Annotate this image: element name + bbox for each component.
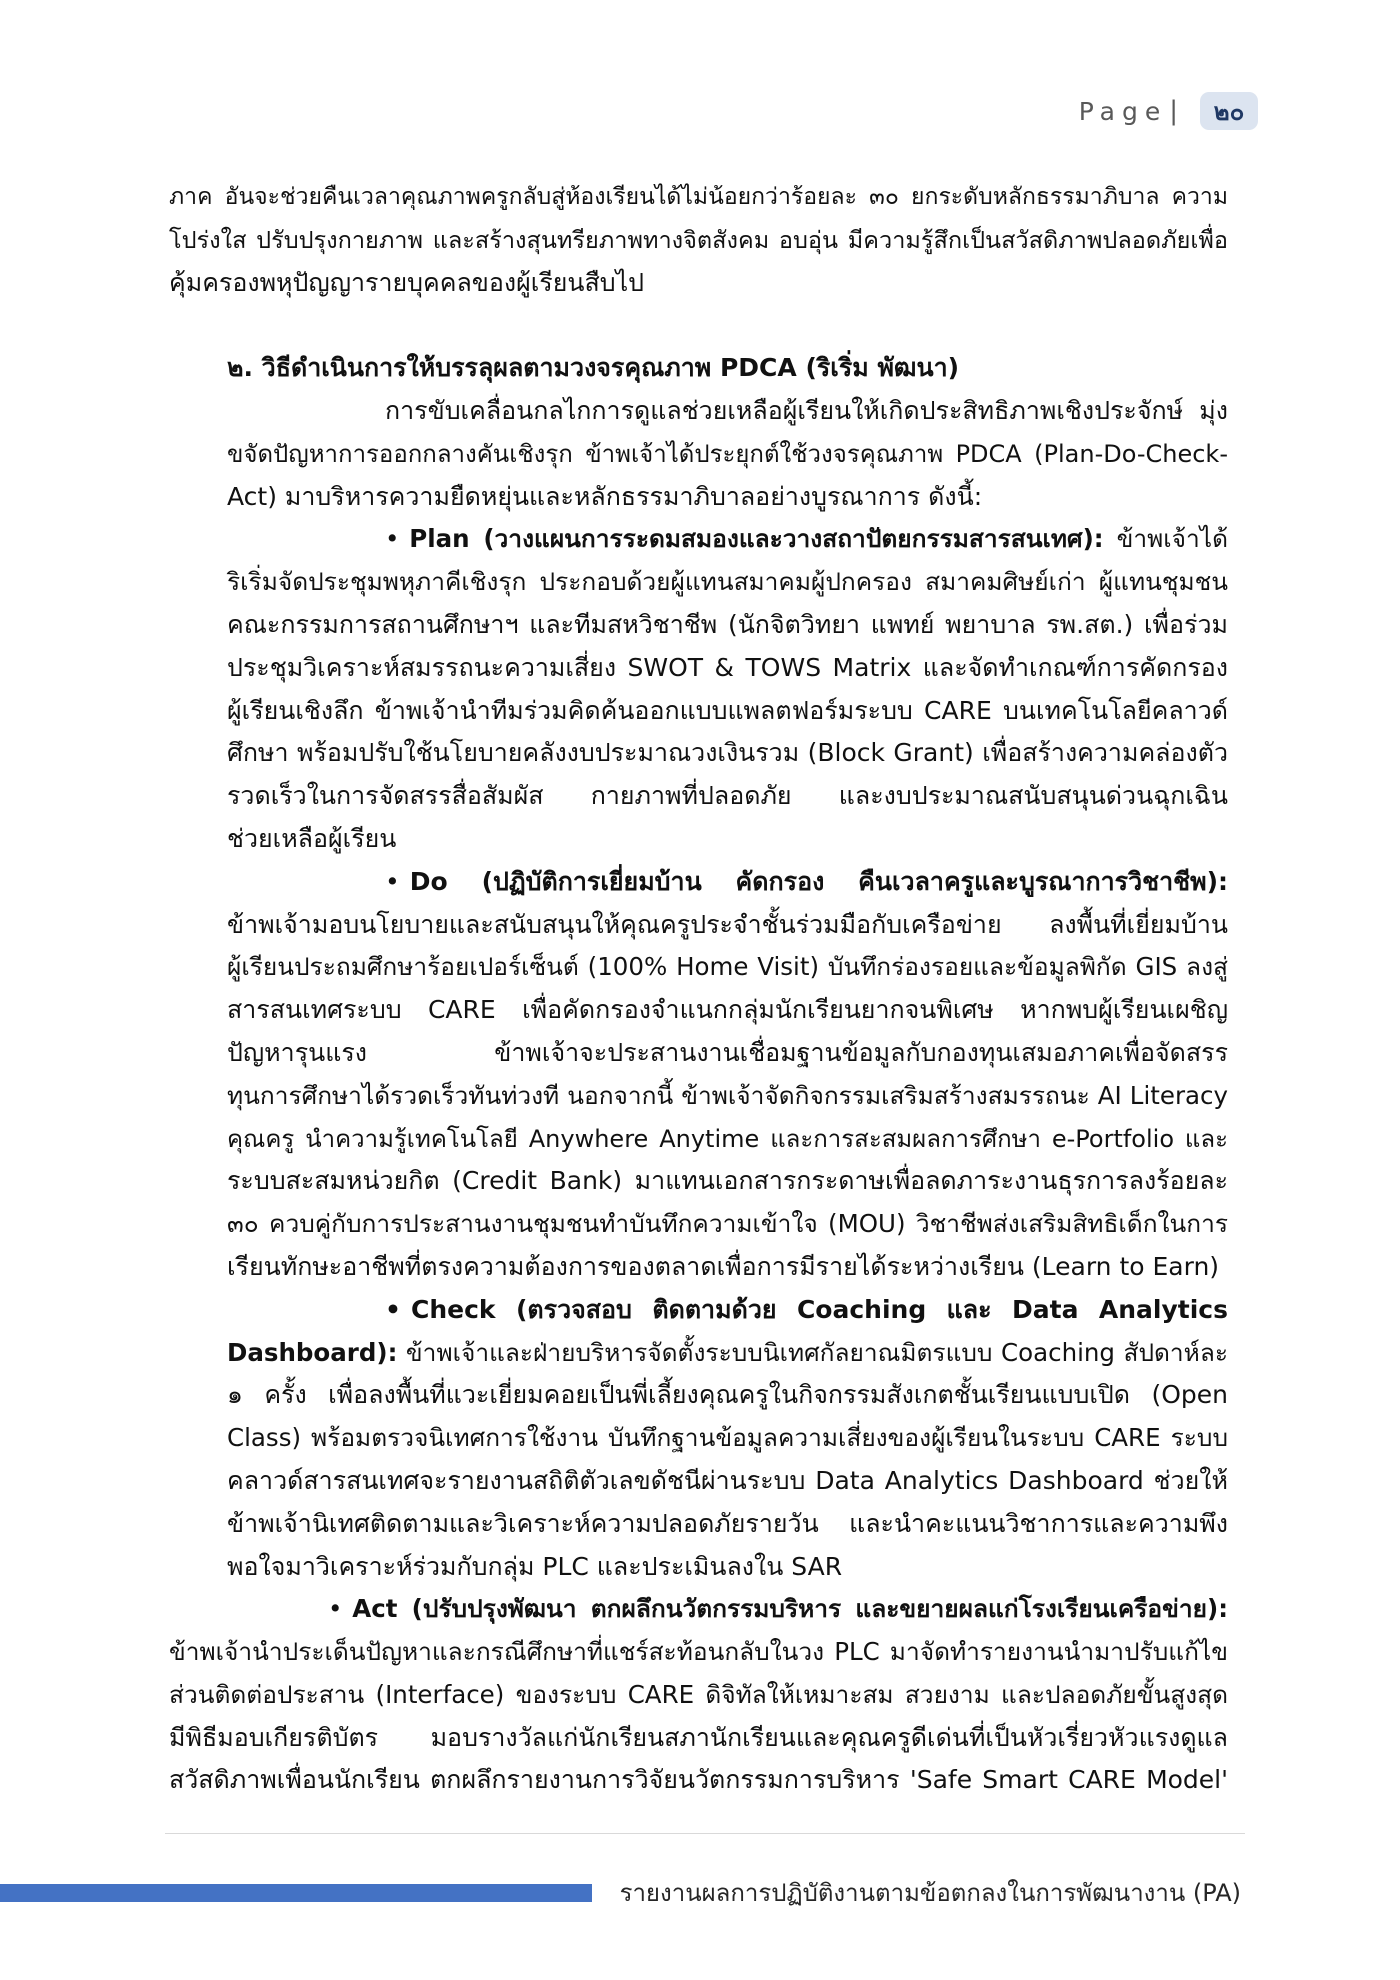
lead-line: ขจัดปัญหาการออกกลางคันเชิงรุก ข้าพเจ้าได้ประยุกต์ใช้วงจรคุณภาพ PDCA (Plan-Do-Check- — [227, 439, 1228, 468]
page-number: ๒๐ — [1213, 97, 1245, 126]
footer-divider — [165, 1833, 1245, 1834]
act-first-line — [169, 1588, 1228, 1631]
do-line: ปัญหารุนแรง ข้าพเจ้าจะประสานงานเชื่อมฐานข้อมูลกับกองทุนเสมอภาคเพื่อจัดสรร — [227, 1037, 1228, 1067]
do-line: สารสนเทศระบบ CARE เพื่อคัดกรองจำแนกกลุ่มนักเรียนยากจนพิเศษ หากพบผู้เรียนเผชิญ — [227, 995, 1228, 1025]
footer-accent-bar — [0, 1884, 592, 1902]
plan-line: ริเริ่มจัดประชุมพหุภาคีเชิงรุก ประกอบด้วยผู้แทนสมาคมผู้ปกครอง สมาคมศิษย์เก่า ผู้แทนชุมชน — [227, 567, 1228, 597]
plan-line: รวดเร็วในการจัดสรรสื่อสัมผัส กายภาพที่ปลอดภัย และงบประมาณสนับสนุนด่วนฉุกเฉิน — [227, 781, 1228, 811]
plan-line: คณะกรรมการสถานศึกษาฯ และทีมสหวิชาชีพ (นักจิตวิทยา แพทย์ พยาบาล รพ.สต.) เพื่อร่วม — [227, 609, 1228, 639]
check-line: ข้าพเจ้านิเทศติดตามและวิเคราะห์ความปลอดภัยรายวัน และนำคะแนนวิชาการและความพึง — [227, 1508, 1228, 1538]
check-line: ๑ ครั้ง เพื่อลงพื้นที่แวะเยี่ยมคอยเป็นพี่เลี้ยงคุณครูในกิจกรรมสังเกตชั้นเรียนแบบเปิด (Open — [227, 1380, 1228, 1410]
do-line: ทุนการศึกษาได้รวดเร็วทันท่วงที นอกจากนี้ ข้าพเจ้าจัดกิจกรรมเสริมสร้างสมรรถนะ AI Literacy — [227, 1080, 1228, 1110]
check-second-text: ข้าพเจ้าและฝ่ายบริหารจัดตั้งระบบนิเทศกัลยาณมิตรแบบ Coaching สัปดาห์ละ — [397, 1337, 1228, 1367]
paragraph-gap — [169, 304, 1228, 347]
footer-report-title: รายงานผลการปฏิบัติงานตามข้อตกลงในการพัฒนางาน (PA) — [619, 1879, 1241, 1907]
act-line: ข้าพเจ้านำประเด็นปัญหาและกรณีศึกษาที่แชร์สะท้อนกลับในวง PLC มาจัดทำรายงานนำมาปรับแก้ไข — [169, 1637, 1228, 1667]
plan-line: ผู้เรียนเชิงลึก ข้าพเจ้านำทีมร่วมคิดค้นออกแบบแพลตฟอร์มระบบ CARE บนเทคโนโลยีคลาวด์ — [227, 695, 1228, 725]
bullet-marker: • — [385, 1294, 401, 1324]
plan-line: ช่วยเหลือผู้เรียน — [227, 823, 397, 853]
bullet-marker: • — [385, 524, 400, 554]
plan-line: ศึกษา พร้อมปรับใช้นโยบายคลังงบประมาณวงเงินรวม (Block Grant) เพื่อสร้างความคล่องตัว — [227, 738, 1228, 768]
section-heading: ๒. วิธีดำเนินการให้บรรลุผลตามวงจรคุณภาพ PDCA (ริเริ่ม พัฒนา) — [227, 353, 960, 383]
do-label: Do (ปฏิบัติการเยี่ยมบ้าน คัดกรอง คืนเวลาครูและบูรณาการวิชาชีพ): — [409, 866, 1228, 896]
act-line: มีพิธีมอบเกียรติบัตร มอบรางวัลแก่นักเรียนสภานักเรียนและคุณครูดีเด่นที่เป็นหัวเรี่ยวหัวแรงดูแล — [169, 1722, 1228, 1752]
intro-line: คุ้มครองพหุปัญญารายบุคคลของผู้เรียนสืบไป — [169, 267, 645, 297]
lead-line: Act) มาบริหารความยืดหยุ่นและหลักธรรมาภิบาลอย่างบูรณาการ ดังนี้: — [227, 481, 983, 511]
body-text — [169, 176, 1228, 1802]
bullet-marker: • — [328, 1594, 343, 1624]
do-line: คุณครู นำความรู้เทคโนโลยี Anywhere Anytime และการสะสมผลการศึกษา e-Portfolio และ — [227, 1124, 1228, 1153]
page-number-badge — [1200, 92, 1258, 130]
check-label-end: Dashboard): — [227, 1337, 398, 1367]
act-line: ส่วนติดต่อประสาน (Interface) ของระบบ CARE ดิจิทัลให้เหมาะสม สวยงาม และปลอดภัยขั้นสูงสุด — [169, 1679, 1228, 1709]
intro-line: โปร่งใส ปรับปรุงกายภาพ และสร้างสุนทรียภาพทางจิตสังคม อบอุ่น มีความรู้สึกเป็นสวัสดิภาพปลอดภัยเพื่อ — [169, 225, 1228, 254]
do-line: เรียนทักษะอาชีพที่ตรงความต้องการของตลาดเพื่อการมีรายได้ระหว่างเรียน (Learn to Earn) — [227, 1251, 1220, 1281]
do-line: ผู้เรียนประถมศึกษาร้อยเปอร์เซ็นต์ (100% Home Visit) บันทึกร่องรอยและข้อมูลพิกัด GIS ลงสู่ — [227, 952, 1228, 982]
check-line: Class) พร้อมตรวจนิเทศการใช้งาน บันทึกฐานข้อมูลความเสี่ยงของผู้เรียนในระบบ CARE ระบบ — [227, 1423, 1228, 1453]
page-separator: | — [1169, 96, 1178, 126]
check-line: พอใจมาวิเคราะห์ร่วมกับกลุ่ม PLC และประเมินลงใน SAR — [227, 1551, 843, 1581]
plan-first-line — [169, 518, 1228, 561]
check-label: Check (ตรวจสอบ ติดตามด้วย Coaching และ Data Analytics — [410, 1294, 1228, 1324]
do-first-line — [169, 861, 1228, 904]
do-line: ระบบสะสมหน่วยกิต (Credit Bank) มาแทนเอกสารกระดาษเพื่อลดภาระงานธุรการลงร้อยละ — [227, 1166, 1228, 1196]
check-first-line — [169, 1289, 1228, 1332]
page-label: Page — [1078, 96, 1168, 126]
do-line: ๓๐ ควบคู่กับการประสานงานชุมชนทำบันทึกความเข้าใจ (MOU) วิชาชีพส่งเสริมสิทธิเด็กในการ — [227, 1209, 1228, 1239]
do-line: ข้าพเจ้ามอบนโยบายและสนับสนุนให้คุณครูประจำชั้นร่วมมือกับเครือข่าย ลงพื้นที่เยี่ยมบ้าน — [227, 909, 1228, 939]
act-line: สวัสดิภาพเพื่อนนักเรียน ตกผลึกรายงานการวิจัยนวัตกรรมการบริหาร 'Safe Smart CARE Model' — [169, 1765, 1228, 1795]
check-line: คลาวด์สารสนเทศจะรายงานสถิติตัวเลขดัชนีผ่านระบบ Data Analytics Dashboard ช่วยให้ — [227, 1465, 1228, 1495]
check-second-line — [169, 1332, 1228, 1375]
bullet-marker: • — [385, 866, 400, 896]
act-label: Act (ปรับปรุงพัฒนา ตกผลึกนวัตกรรมบริหาร และขยายผลแก่โรงเรียนเครือข่าย): — [352, 1594, 1228, 1624]
page-header — [1079, 92, 1258, 130]
plan-label: Plan (วางแผนการระดมสมองและวางสถาปัตยกรรมสารสนเทศ): — [409, 524, 1104, 554]
lead-line: การขับเคลื่อนกลไกการดูแลช่วยเหลือผู้เรียนให้เกิดประสิทธิภาพเชิงประจักษ์ มุ่ง — [385, 395, 1228, 425]
plan-first-text: ข้าพเจ้าได้ — [1103, 524, 1228, 554]
intro-line: ภาค อันจะช่วยคืนเวลาคุณภาพครูกลับสู่ห้องเรียนได้ไม่น้อยกว่าร้อยละ ๓๐ ยกระดับหลักธรรมาภิบาล ความ — [169, 184, 1228, 210]
plan-line: ประชุมวิเคราะห์สมรรถนะความเสี่ยง SWOT & TOWS Matrix และจัดทำเกณฑ์การคัดกรอง — [227, 652, 1228, 682]
